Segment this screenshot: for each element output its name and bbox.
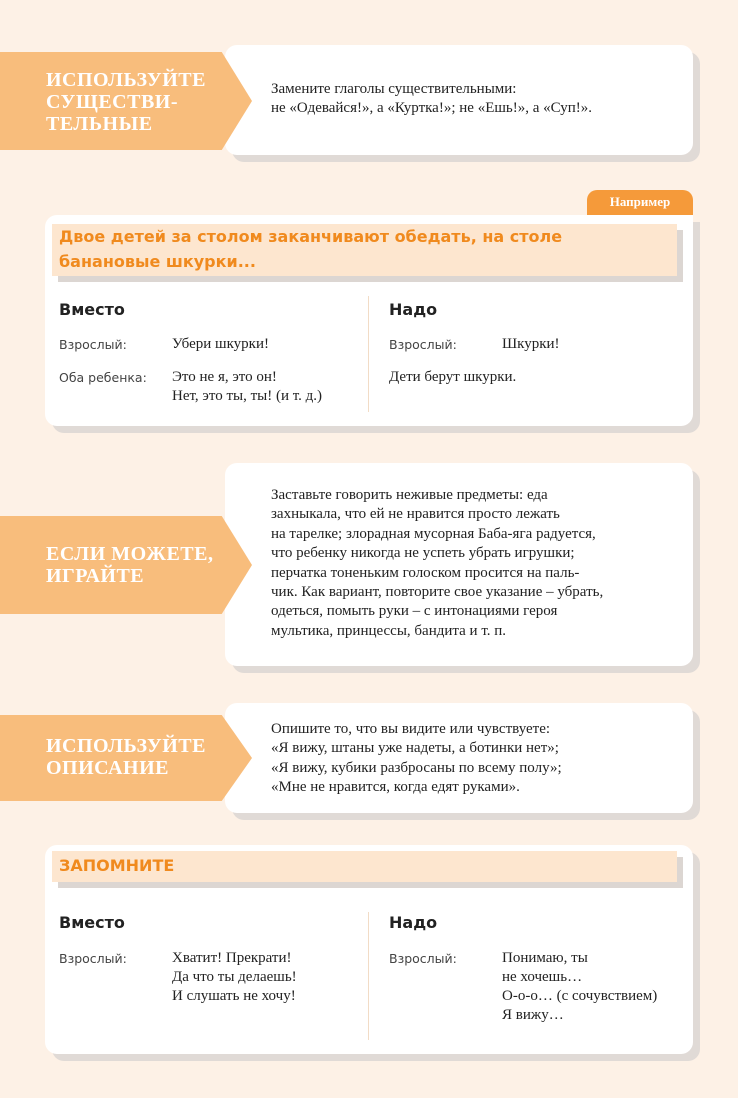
- remember-column-divider: [368, 912, 369, 1040]
- remember-should-role: Взрослый:: [389, 951, 457, 966]
- tip1-title: ИСПОЛЬЗУЙТЕ СУЩЕСТВИ- ТЕЛЬНЫЕ: [46, 69, 206, 135]
- example-instead-heading: Вместо: [59, 300, 125, 319]
- example-should-role-1: Взрослый:: [389, 337, 457, 352]
- example-should-line-2: Дети берут шкурки.: [389, 369, 517, 385]
- example-should-heading: Надо: [389, 300, 438, 319]
- example-should-line-1: Шкурки!: [502, 336, 560, 352]
- example-instead-line-2: Это не я, это он! Нет, это ты, ты! (и т. д.): [172, 369, 323, 404]
- tip2-text: Заставьте говорить неживые предметы: еда захныкала, что ей не нравится просто лежать на тарелке; злорадная мусорная Баба-яга радуется, что ребенку никогда не успеть убрать игрушки; перчатка тоненьким голоском просится на паль- чик. Как вариант, повторите свое указание – убрать, одеться, помыть руки – с интонациями героя мультика, принцессы, бандита и т. п.: [271, 487, 604, 639]
- example-column-divider: [368, 296, 369, 412]
- tip3-text: Опишите то, что вы видите или чувствуете: «Я вижу, штаны уже надеты, а ботинки нет»; «Я вижу, кубики разбросаны по всему полу»; «Мне не нравится, когда едят руками».: [271, 721, 562, 796]
- remember-instead-lines: Хватит! Прекрати! Да что ты делаешь! И слушать не хочу!: [172, 950, 297, 1004]
- example-instead-role-2: Оба ребенка:: [59, 370, 147, 385]
- tip1-text: Замените глаголы существительными: не «Одевайся!», а «Куртка!»; не «Ешь!», а «Суп!».: [271, 81, 593, 117]
- example-tab: Например: [587, 190, 693, 215]
- tip3-title: ИСПОЛЬЗУЙТЕ ОПИСАНИЕ: [46, 735, 206, 779]
- remember-instead-heading: Вместо: [59, 913, 125, 932]
- remember-title: ЗАПОМНИТЕ: [59, 856, 175, 875]
- example-instead-line-1: Убери шкурки!: [172, 336, 269, 352]
- remember-should-heading: Надо: [389, 913, 438, 932]
- example-situation: Двое детей за столом заканчивают обедать, на столе банановые шкурки...: [59, 227, 563, 271]
- tip2-title: ЕСЛИ МОЖЕТЕ, ИГРАЙТЕ: [46, 543, 214, 587]
- remember-should-lines: Понимаю, ты не хочешь… О-о-о… (с сочувствием) Я вижу…: [502, 950, 658, 1023]
- remember-instead-role: Взрослый:: [59, 951, 127, 966]
- example-instead-role-1: Взрослый:: [59, 337, 127, 352]
